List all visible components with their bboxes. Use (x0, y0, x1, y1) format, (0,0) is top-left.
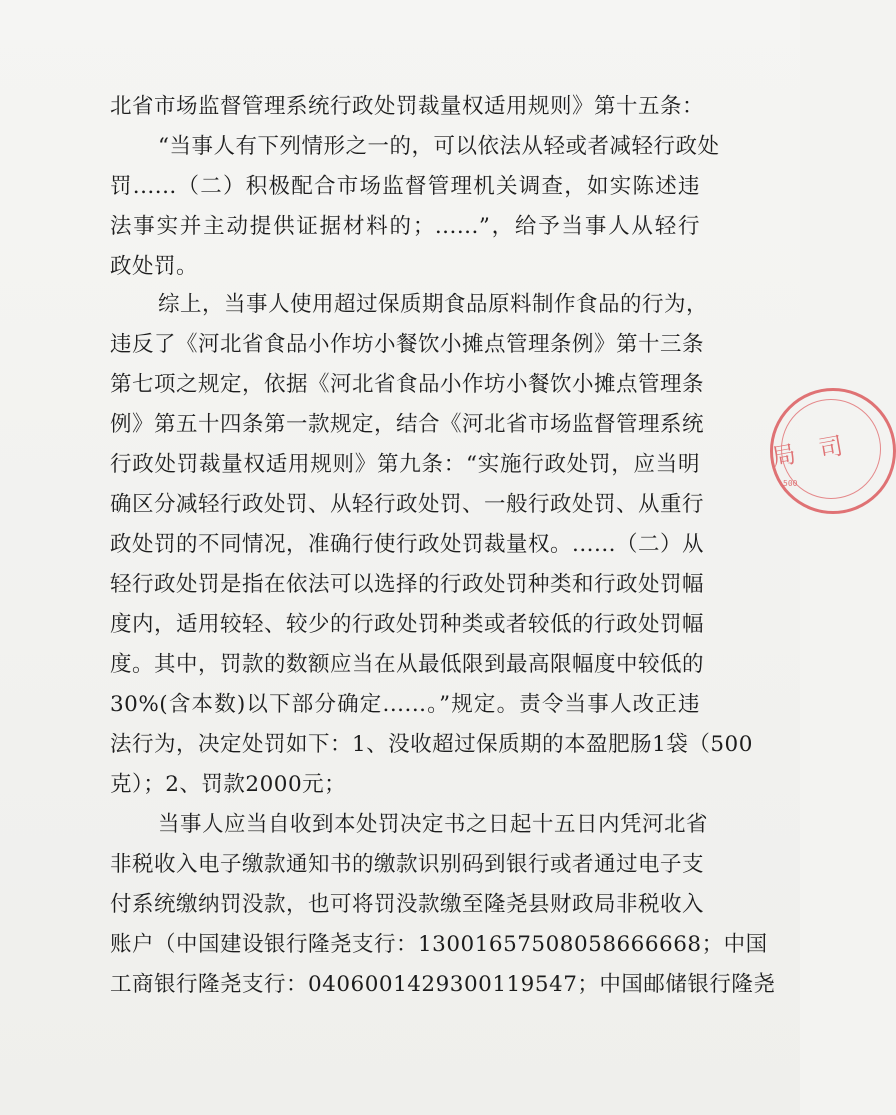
text-line: 克）；2、罚款2000元； (110, 772, 347, 797)
text-line: “当事人有下列情形之一的，可以依法从轻或者减轻行政处 (158, 134, 720, 159)
official-seal (770, 388, 896, 514)
text-line: 政处罚。 (110, 254, 199, 279)
text-line: 度内，适用较轻、较少的行政处罚种类或者较低的行政处罚幅 (110, 612, 705, 637)
text-line: 北省市场监督管理系统行政处罚裁量权适用规则》第十五条： (110, 94, 705, 119)
text-line: 轻行政处罚是指在依法可以选择的行政处罚种类和行政处罚幅 (110, 572, 705, 597)
text-line: 工商银行隆尧支行：0406001429300119547；中国邮储银行隆尧 (110, 972, 776, 997)
text-line: 当事人应当自收到本处罚决定书之日起十五日内凭河北省 (158, 812, 709, 837)
text-line: 30%(含本数)以下部分确定......。”规定。责令当事人改正违 (110, 692, 700, 717)
text-line: 第七项之规定，依据《河北省食品小作坊小餐饮小摊点管理条 (110, 372, 705, 397)
text-line: 度。其中，罚款的数额应当在从最低限到最高限幅度中较低的 (110, 652, 705, 677)
text-line: 付系统缴纳罚没款，也可将罚没款缴至隆尧县财政局非税收入 (110, 892, 705, 917)
text-line: 罚......（二）积极配合市场监督管理机关调查，如实陈述违 (110, 174, 700, 199)
text-line: 行政处罚裁量权适用规则》第九条：“实施行政处罚，应当明 (110, 452, 700, 477)
text-line: 法行为，决定处罚如下：1、没收超过保质期的本盈肥肠1袋（500 (110, 732, 753, 757)
seal-chars: 局 司 (769, 430, 853, 472)
seal-digits: 500 (783, 479, 798, 488)
text-line: 违反了《河北省食品小作坊小餐饮小摊点管理条例》第十三条 (110, 332, 705, 357)
text-line: 综上，当事人使用超过保质期食品原料制作食品的行为， (158, 292, 709, 317)
text-line: 政处罚的不同情况，准确行使行政处罚裁量权。......（二）从 (110, 532, 705, 557)
text-line: 法事实并主动提供证据材料的；......”，给予当事人从轻行 (110, 214, 700, 239)
text-line: 确区分减轻行政处罚、从轻行政处罚、一般行政处罚、从重行 (110, 492, 705, 517)
text-line: 账户（中国建设银行隆尧支行：13001657508058666668；中国 (110, 932, 768, 957)
text-line: 例》第五十四条第一款规定，结合《河北省市场监督管理系统 (110, 412, 705, 437)
text-line: 非税收入电子缴款通知书的缴款识别码到银行或者通过电子支 (110, 852, 705, 877)
